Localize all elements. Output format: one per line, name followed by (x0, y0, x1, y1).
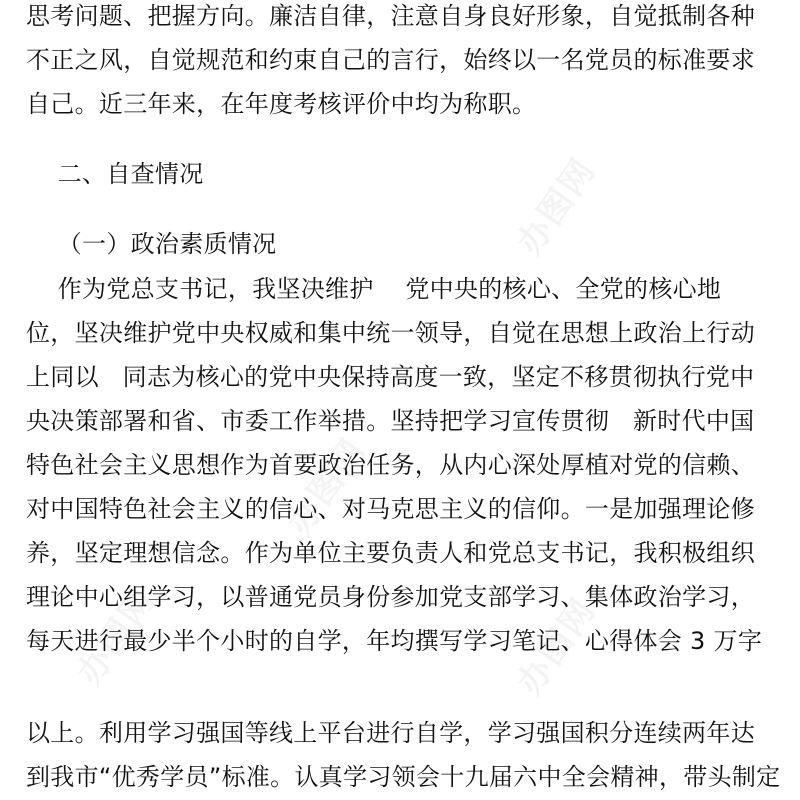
watermark: 办图网 (509, 150, 605, 263)
text-line: 不正之风，自觉规范和约束自己的言行，始终以一名党员的标准要求 (26, 46, 755, 74)
text-line: 对中国特色社会主义的信心、对马克思主义的信仰。一是加强理论修 (26, 495, 755, 523)
text-line: 自己。近三年来，在年度考核评价中均为称职。 (26, 90, 537, 118)
text-line: 央决策部署和省、市委工作举措。坚持把学习宣传贯彻 新时代中国 (26, 407, 755, 435)
watermark: 办图网 (69, 580, 165, 693)
watermark: 办图网 (279, 430, 375, 543)
text-line: 思考问题、把握方向。廉洁自律，注意自身良好形象，自觉抵制各种 (26, 2, 755, 30)
text-line: 每天进行最少半个小时的自学，年均撰写学习笔记、心得体会 3 万字 (26, 627, 763, 655)
text-line: 位，坚决维护党中央权威和集中统一领导，自觉在思想上政治上行动 (26, 319, 755, 347)
text-line: 特色社会主义思想作为首要政治任务，从内心深处厚植对党的信赖、 (26, 451, 755, 479)
text-line: 养，坚定理想信念。作为单位主要负责人和党总支书记，我积极组织 (26, 539, 755, 567)
subsection-heading: （一）政治素质情况 (26, 230, 277, 258)
text-line: 到我市“优秀学员”标准。认真学习领会十九届六中全会精神，带头制定 (26, 763, 781, 791)
text-line: 上同以 同志为核心的党中央保持高度一致，坚定不移贯彻执行党中 (26, 363, 755, 391)
section-heading: 二、自查情况 (26, 160, 204, 188)
watermark: 办图网 (509, 590, 605, 703)
text-line: 理论中心组学习，以普通党员身份参加党支部学习、集体政治学习， (26, 583, 755, 611)
text-line: 作为党总支书记，我坚决维护 党中央的核心、全党的核心地 (26, 275, 722, 303)
text-line: 以上。利用学习强国等线上平台进行自学，学习强国积分连续两年达 (26, 719, 755, 747)
